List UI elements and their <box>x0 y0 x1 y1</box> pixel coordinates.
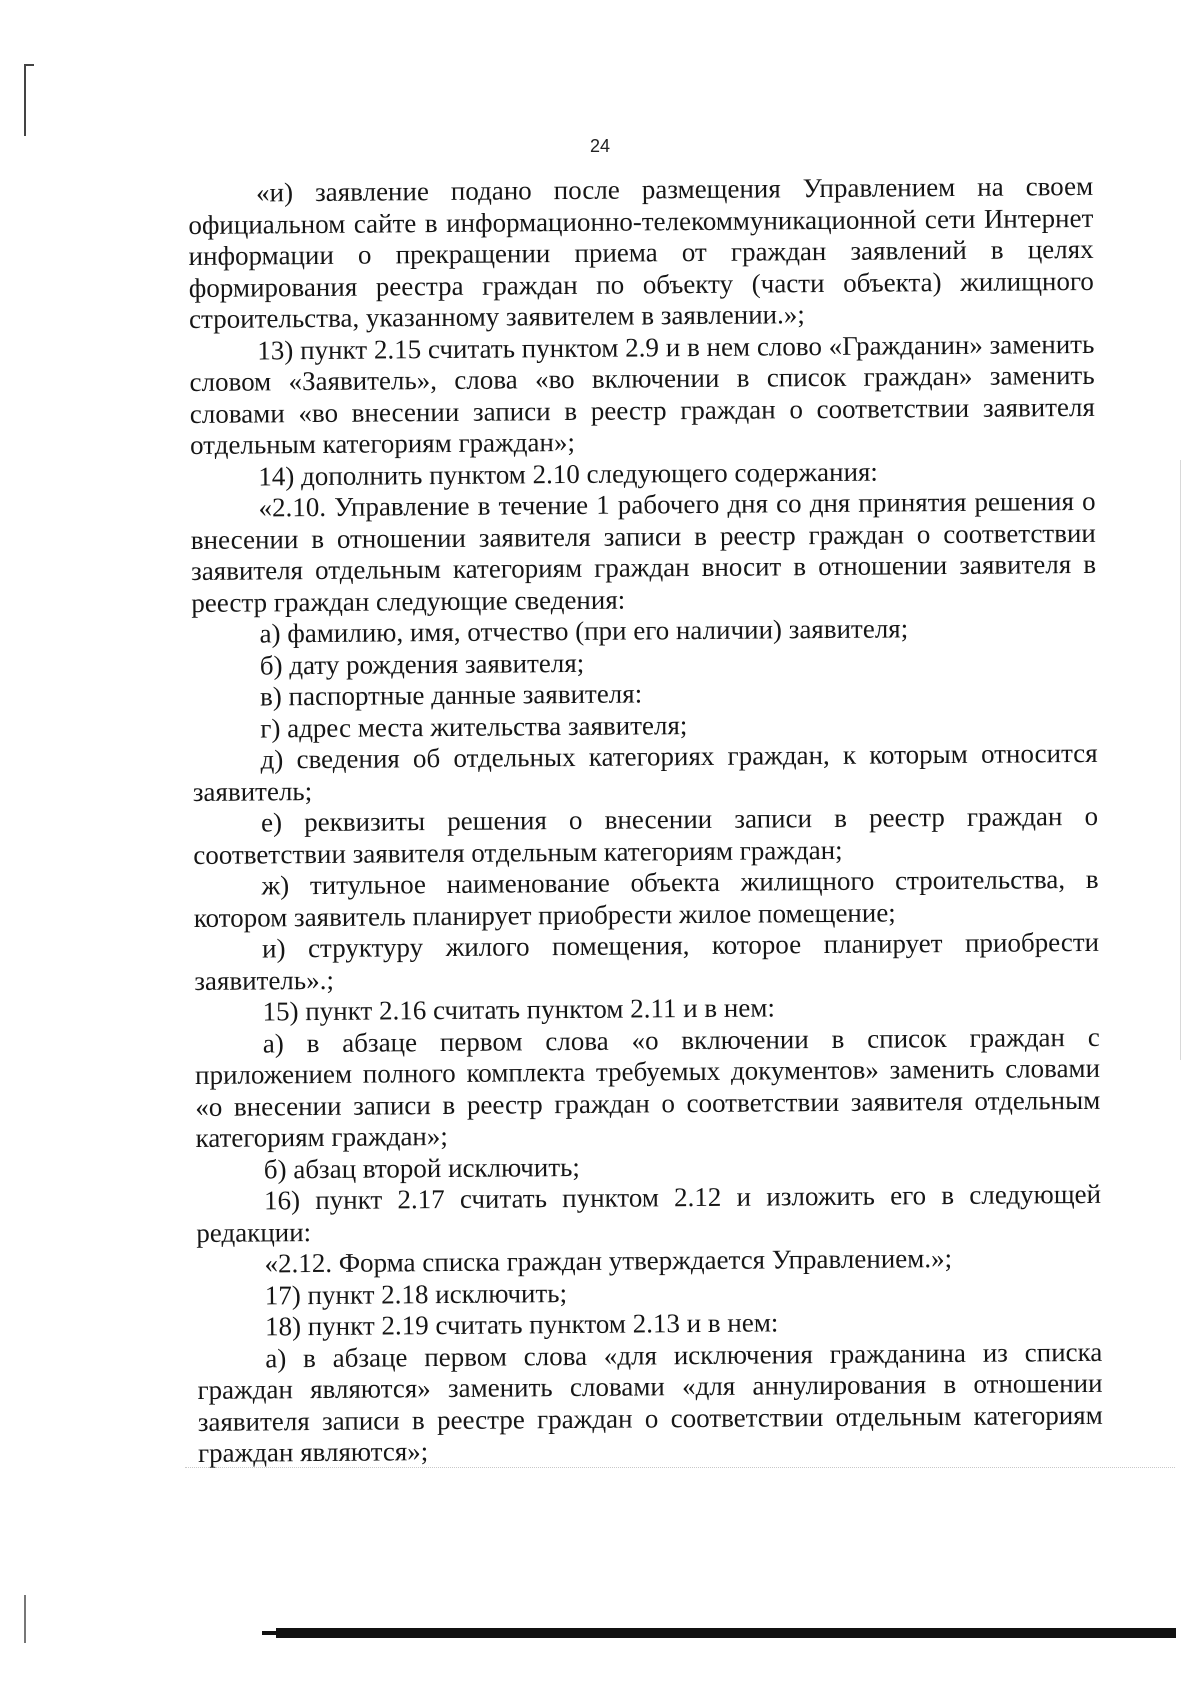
paragraph: 14) дополнить пунктом 2.10 следующего содержания: <box>258 456 878 491</box>
paragraph: а) в абзаце первом слова «о включении в список граждан с приложением полного комплекта требуемых документов» заменить словами «о внесении записи в реестр граждан о соответствии заявителя отдельным категориям граждан»; <box>194 1021 1101 1153</box>
page-number: 24 <box>589 136 611 156</box>
paragraph: 13) пункт 2.15 считать пунктом 2.9 и в нем слово «Гражданин» заменить словом «Заявитель», слова «во включении в список граждан» заменить словами «во внесении записи в реестр граждан о соответствии заявителя отдельным категориям граждан»; <box>189 328 1095 460</box>
scan-corner-mark <box>24 64 26 136</box>
scan-edge-mark <box>24 1595 26 1643</box>
paragraph: г) адрес места жительства заявителя; <box>260 709 688 743</box>
paragraph: «и) заявление подано после размещения Управлением на своем официальном сайте в информационно-телекоммуникационной сети Интернет информации о прекращении приема от граждан заявлений в целях формирования реестра граждан по объекту (части объекта) жилищного строительства, указанному заявителем в заявлении.»; <box>188 170 1094 334</box>
paragraph: д) сведения об отдельных категориях граждан, к которым относится заявитель; <box>192 737 1098 807</box>
scan-footer-bar <box>276 1628 1176 1638</box>
scan-edge-line <box>1180 460 1181 1060</box>
paragraph: е) реквизиты решения о внесении записи в реестр граждан о соответствии заявителя отдельным категориям граждан; <box>193 800 1099 870</box>
paragraph: б) дату рождения заявителя; <box>259 647 585 680</box>
paragraph: и) структуру жилого помещения, которое планирует приобрести заявитель».; <box>194 926 1100 996</box>
paragraph: 17) пункт 2.18 исключить; <box>264 1277 568 1310</box>
paragraph: б) абзац второй исключить; <box>263 1151 580 1184</box>
paragraph: а) фамилию, имя, отчество (при его наличии) заявителя; <box>259 613 909 649</box>
paragraph: 18) пункт 2.19 считать пунктом 2.13 и в нем: <box>264 1307 779 1342</box>
paragraph: в) паспортные данные заявителя: <box>259 678 643 712</box>
paragraph: ж) титульное наименование объекта жилищного строительства, в котором заявитель планирует приобрести жилое помещение; <box>193 863 1099 933</box>
paragraph: а) в абзаце первом слова «для исключения гражданина из списка граждан являются» заменить словами «для аннулирования в отношении заявителя записи в реестре граждан о соответствии отдельным категориям граждан являются»; <box>197 1336 1103 1468</box>
paragraph: 16) пункт 2.17 считать пунктом 2.12 и изложить его в следующей редакции: <box>196 1178 1102 1248</box>
paragraph: «2.10. Управление в течение 1 рабочего дня со дня принятия решения о внесении в отношении заявителя записи в реестр граждан о соответствии заявителя отдельным категориям граждан вносит в отношении заявителя в реестр граждан следующие сведения: <box>190 485 1097 618</box>
paragraph: «2.12. Форма списка граждан утверждается Управлением.»; <box>264 1243 953 1279</box>
paragraph: 15) пункт 2.16 считать пунктом 2.11 и в нем: <box>262 992 775 1027</box>
document-body <box>188 171 1103 1470</box>
